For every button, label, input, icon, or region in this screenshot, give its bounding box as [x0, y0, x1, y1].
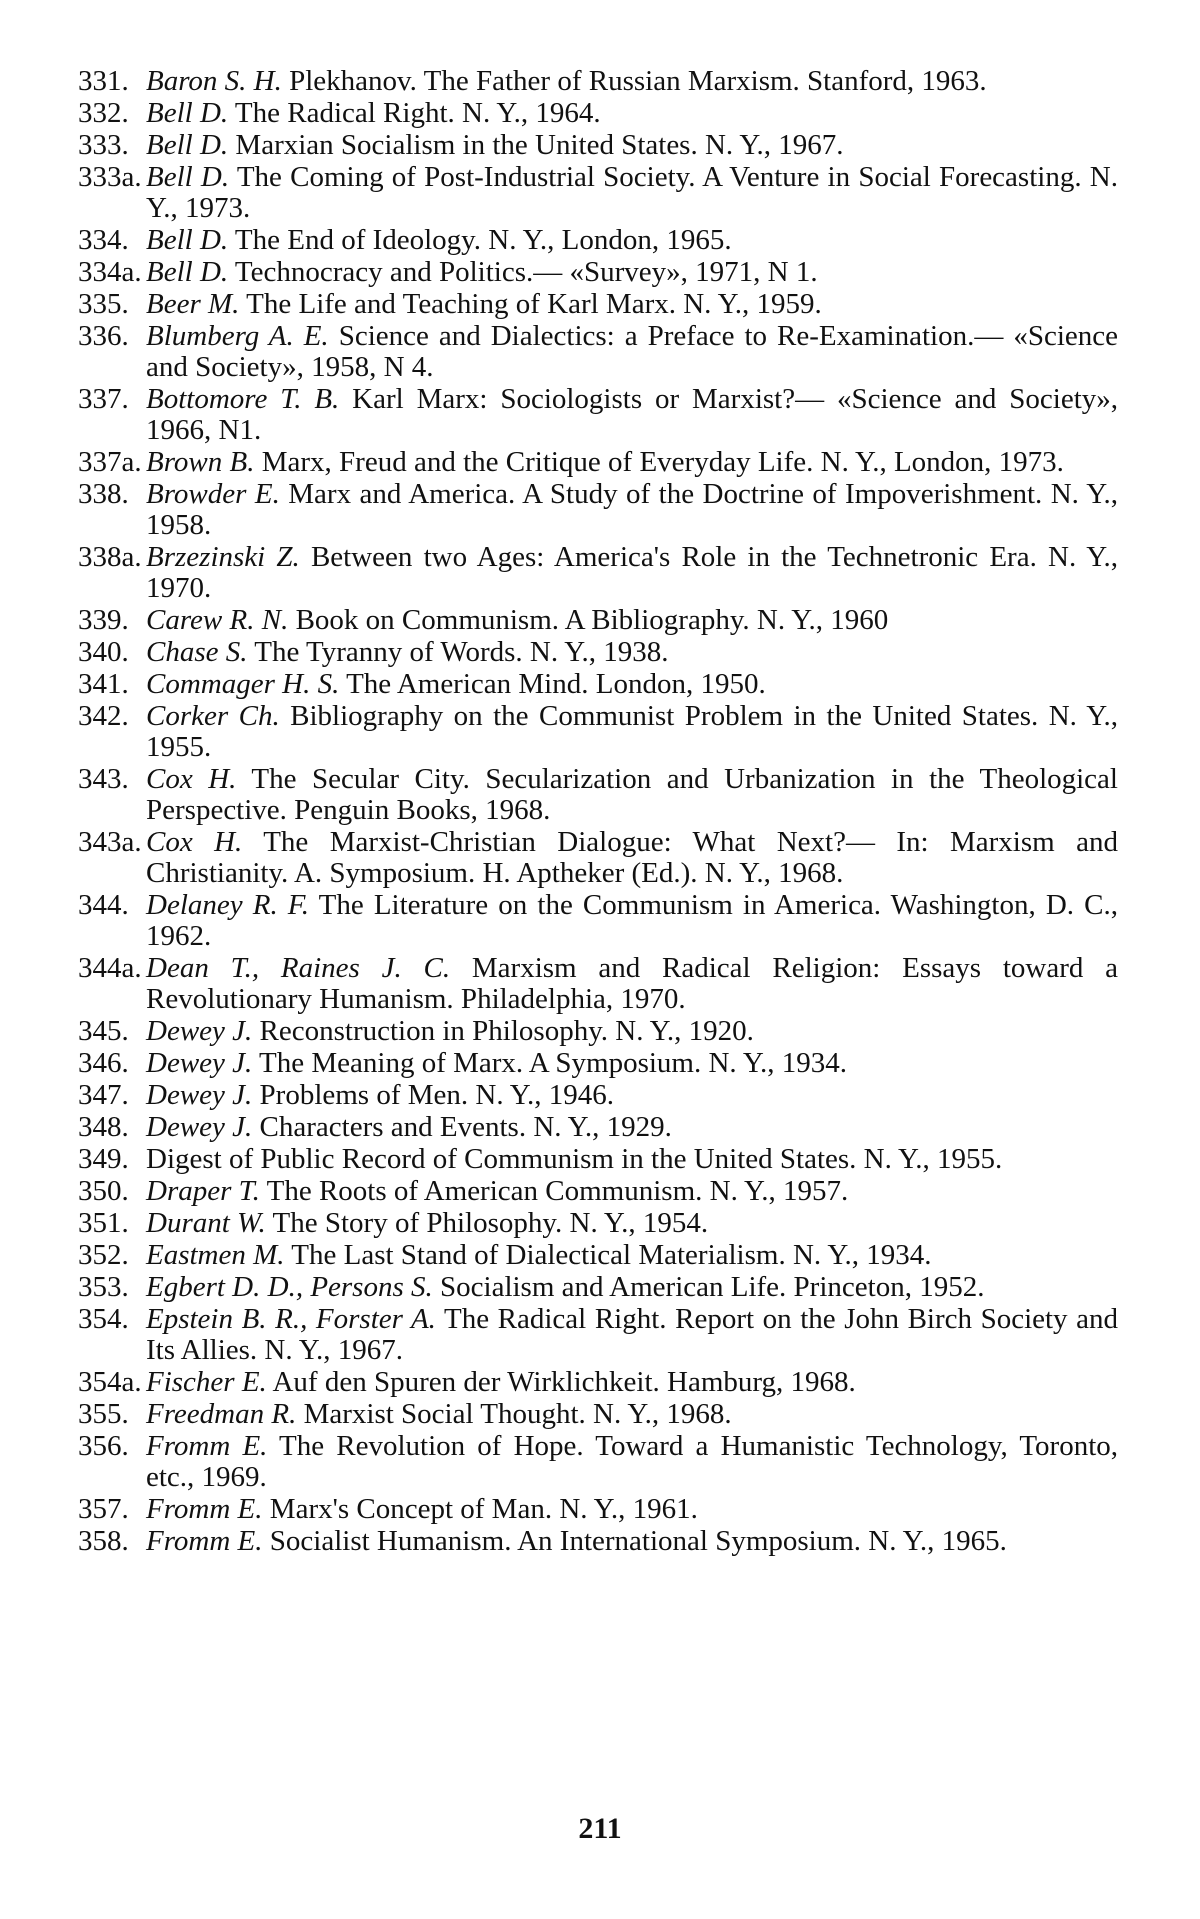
- bibliography-entry: [78, 1272, 1118, 1303]
- entry-number: 334a.: [78, 256, 142, 288]
- entry-author: Dewey J.: [146, 1111, 253, 1143]
- entry-author: Dean T., Raines J. C.: [146, 952, 451, 984]
- entry-author: Bottomore T. B.: [146, 383, 340, 415]
- entry-number: 331.: [78, 65, 129, 97]
- bibliography-entry: [78, 1526, 1118, 1557]
- entry-body: [146, 542, 1118, 604]
- entry-body: [146, 1367, 1118, 1398]
- entry-number: 355.: [78, 1398, 129, 1430]
- bibliography-entry: [78, 953, 1118, 1015]
- bibliography-entry: [78, 98, 1118, 129]
- entry-author: Corker Ch.: [146, 700, 280, 732]
- entry-number: 341.: [78, 668, 129, 700]
- bibliography-entry: [78, 1176, 1118, 1207]
- entry-author: Bell D.: [146, 224, 229, 256]
- entry-number: 337.: [78, 383, 129, 415]
- entry-body: [146, 321, 1118, 383]
- entry-author: Egbert D. D., Persons S.: [146, 1271, 433, 1303]
- bibliography-entry: [78, 1431, 1118, 1493]
- bibliography-entry: [78, 701, 1118, 763]
- entry-body: [146, 605, 1118, 636]
- entry-body: [146, 98, 1118, 129]
- entry-body: [146, 1304, 1118, 1366]
- entry-author: Blumberg A. E.: [146, 320, 329, 352]
- entry-author: Eastmen M.: [146, 1239, 285, 1271]
- entry-number: 350.: [78, 1175, 129, 1207]
- bibliography-entry: [78, 321, 1118, 383]
- entry-number: 334.: [78, 224, 129, 256]
- entry-body: [146, 1240, 1118, 1271]
- entry-number: 349.: [78, 1143, 129, 1175]
- entry-text: The Literature on the Communism in America. Washington, D. C., 1962.: [146, 889, 1118, 952]
- bibliography-entry: [78, 1208, 1118, 1239]
- entry-body: [146, 1144, 1118, 1175]
- bibliography-entry: [78, 1240, 1118, 1271]
- entry-number: 357.: [78, 1493, 129, 1525]
- bibliography-entry: [78, 1080, 1118, 1111]
- entry-text: The Marxist-Christian Dialogue: What Next?— In: Marxism and Christianity. A. Symposium. H. Aptheker (Ed.). N. Y., 1968.: [146, 826, 1118, 889]
- entry-author: Fromm E.: [146, 1525, 263, 1557]
- entry-number: 356.: [78, 1430, 129, 1462]
- entry-body: [146, 1272, 1118, 1303]
- entry-number: 353.: [78, 1271, 129, 1303]
- entry-text: Marx's Concept of Man. N. Y., 1961.: [269, 1493, 698, 1525]
- entry-number: 346.: [78, 1047, 129, 1079]
- entry-text: The Radical Right. N. Y., 1964.: [234, 97, 601, 129]
- entry-author: Chase S.: [146, 636, 248, 668]
- entry-author: Fromm E.: [146, 1493, 263, 1525]
- entry-text: Reconstruction in Philosophy. N. Y., 1920.: [259, 1015, 754, 1047]
- bibliography-entry: [78, 1399, 1118, 1430]
- entry-author: Dewey J.: [146, 1079, 253, 1111]
- entry-body: [146, 827, 1118, 889]
- bibliography-entry: [78, 1112, 1118, 1143]
- bibliography-entry: [78, 890, 1118, 952]
- bibliography-entry: [78, 1367, 1118, 1398]
- entry-body: [146, 479, 1118, 541]
- entry-body: [146, 1208, 1118, 1239]
- bibliography-entry: [78, 1494, 1118, 1525]
- entry-body: [146, 130, 1118, 161]
- bibliography-entry: [78, 605, 1118, 636]
- entry-number: 347.: [78, 1079, 129, 1111]
- entry-number: 338.: [78, 478, 129, 510]
- entry-body: [146, 289, 1118, 320]
- entry-text: Technocracy and Politics.— «Survey», 1971, N 1.: [234, 256, 818, 288]
- entry-number: 352.: [78, 1239, 129, 1271]
- bibliography-entry: [78, 66, 1118, 97]
- entry-text: The Tyranny of Words. N. Y., 1938.: [254, 636, 669, 668]
- entry-text: The Revolution of Hope. Toward a Humanistic Technology, Toronto, etc., 1969.: [146, 1430, 1118, 1493]
- entry-body: [146, 701, 1118, 763]
- entry-body: [146, 447, 1118, 478]
- entry-text: Book on Communism. A Bibliography. N. Y., 1960: [295, 604, 889, 636]
- entry-text: The Coming of Post-Industrial Society. A Venture in Social Forecasting. N. Y., 1973.: [146, 161, 1118, 224]
- bibliography-entry: [78, 1304, 1118, 1366]
- entry-body: [146, 669, 1118, 700]
- entry-text: The Last Stand of Dialectical Materialism. N. Y., 1934.: [291, 1239, 932, 1271]
- entry-number: 344.: [78, 889, 129, 921]
- entry-text: Socialist Humanism. An International Symposium. N. Y., 1965.: [269, 1525, 1007, 1557]
- entry-body: [146, 162, 1118, 224]
- entry-author: Dewey J.: [146, 1015, 253, 1047]
- entry-number: 333.: [78, 129, 129, 161]
- entry-text: Socialism and American Life. Princeton, 1952.: [440, 1271, 985, 1303]
- entry-body: [146, 384, 1118, 446]
- entry-number: 342.: [78, 700, 129, 732]
- entry-body: [146, 953, 1118, 1015]
- bibliography-entry: [78, 162, 1118, 224]
- bibliography-entry: [78, 384, 1118, 446]
- entry-number: 343a.: [78, 826, 142, 858]
- entry-body: [146, 1526, 1118, 1557]
- entry-author: Durant W.: [146, 1207, 266, 1239]
- bibliography-entry: [78, 257, 1118, 288]
- entry-body: [146, 1112, 1118, 1143]
- entry-number: 348.: [78, 1111, 129, 1143]
- entry-author: Epstein B. R., Forster A.: [146, 1303, 436, 1335]
- entry-author: Bell D.: [146, 129, 229, 161]
- bibliography-entry: [78, 289, 1118, 320]
- bibliography-entry: [78, 1144, 1118, 1175]
- entry-author: Dewey J.: [146, 1047, 253, 1079]
- bibliography-entry: [78, 130, 1118, 161]
- entry-number: 358.: [78, 1525, 129, 1557]
- entry-author: Cox H.: [146, 763, 237, 795]
- entry-number: 336.: [78, 320, 129, 352]
- entry-author: Commager H. S.: [146, 668, 340, 700]
- bibliography-entry: [78, 827, 1118, 889]
- entry-author: Fischer E.: [146, 1366, 267, 1398]
- entry-text: Between two Ages: America's Role in the Technetronic Era. N. Y., 1970.: [146, 541, 1119, 604]
- entry-author: Baron S. H.: [146, 65, 282, 97]
- bibliography-entry: [78, 669, 1118, 700]
- entry-author: Bell D.: [146, 256, 229, 288]
- entry-text: The End of Ideology. N. Y., London, 1965.: [234, 224, 732, 256]
- entry-body: [146, 637, 1118, 668]
- entry-author: Brown B.: [146, 446, 255, 478]
- bibliography-list: [78, 66, 1118, 1558]
- entry-text: Marx and America. A Study of the Doctrine of Impoverishment. N. Y., 1958.: [146, 478, 1119, 541]
- entry-number: 351.: [78, 1207, 129, 1239]
- entry-body: [146, 1080, 1118, 1111]
- entry-author: Bell D.: [146, 161, 230, 193]
- entry-number: 335.: [78, 288, 129, 320]
- entry-text: Marx, Freud and the Critique of Everyday Life. N. Y., London, 1973.: [261, 446, 1064, 478]
- entry-text: The Life and Teaching of Karl Marx. N. Y., 1959.: [246, 288, 822, 320]
- entry-text: Karl Marx: Sociologists or Marxist?— «Science and Society», 1966, N1.: [146, 383, 1118, 446]
- entry-number: 338a.: [78, 541, 142, 573]
- entry-body: [146, 890, 1118, 952]
- bibliography-entry: [78, 1016, 1118, 1047]
- entry-text: The Meaning of Marx. A Symposium. N. Y., 1934.: [259, 1047, 848, 1079]
- entry-number: 333a.: [78, 161, 142, 193]
- entry-body: [146, 1048, 1118, 1079]
- entry-author: Fromm E.: [146, 1430, 268, 1462]
- entry-body: [146, 764, 1118, 826]
- entry-number: 345.: [78, 1015, 129, 1047]
- entry-author: Brzezinski Z.: [146, 541, 300, 573]
- entry-body: [146, 225, 1118, 256]
- bibliography-entry: [78, 542, 1118, 604]
- page-number: 211: [578, 1812, 622, 1845]
- entry-text: Problems of Men. N. Y., 1946.: [259, 1079, 614, 1111]
- entry-number: 354.: [78, 1303, 129, 1335]
- entry-body: [146, 1431, 1118, 1493]
- entry-text: Marxism and Radical Religion: Essays toward a Revolutionary Humanism. Philadelphia, 1970.: [146, 952, 1119, 1015]
- bibliography-entry: [78, 447, 1118, 478]
- entry-text: Marxist Social Thought. N. Y., 1968.: [303, 1398, 732, 1430]
- entry-body: [146, 1399, 1118, 1430]
- entry-text: Marxian Socialism in the United States. N. Y., 1967.: [235, 129, 844, 161]
- entry-text: The Story of Philosophy. N. Y., 1954.: [272, 1207, 709, 1239]
- bibliography-entry: [78, 479, 1118, 541]
- entry-number: 354a.: [78, 1366, 142, 1398]
- entry-body: [146, 66, 1118, 97]
- entry-author: Freedman R.: [146, 1398, 297, 1430]
- entry-author: Beer M.: [146, 288, 240, 320]
- bibliography-entry: [78, 637, 1118, 668]
- entry-text: Plekhanov. The Father of Russian Marxism. Stanford, 1963.: [289, 65, 987, 97]
- entry-number: 343.: [78, 763, 129, 795]
- entry-text: Science and Dialectics: a Preface to Re-Examination.— «Science and Society», 1958, N 4.: [146, 320, 1119, 383]
- bibliography-entry: [78, 1048, 1118, 1079]
- entry-author: Draper T.: [146, 1175, 260, 1207]
- entry-body: [146, 1494, 1118, 1525]
- entry-author: Browder E.: [146, 478, 280, 510]
- entry-number: 339.: [78, 604, 129, 636]
- entry-text: The Radical Right. Report on the John Birch Society and Its Allies. N. Y., 1967.: [146, 1303, 1119, 1366]
- entry-number: 337a.: [78, 446, 142, 478]
- entry-body: [146, 1176, 1118, 1207]
- bibliography-entry: [78, 764, 1118, 826]
- entry-text: The Secular City. Secularization and Urbanization in the Theological Perspective. Penguin Books, 1968.: [146, 763, 1118, 826]
- entry-number: 332.: [78, 97, 129, 129]
- entry-text: The Roots of American Communism. N. Y., 1957.: [266, 1175, 849, 1207]
- bibliography-entry: [78, 225, 1118, 256]
- entry-text: Auf den Spuren der Wirklichkeit. Hamburg, 1968.: [272, 1366, 856, 1398]
- entry-body: [146, 257, 1118, 288]
- entry-author: Cox H.: [146, 826, 243, 858]
- entry-author: Bell D.: [146, 97, 229, 129]
- entry-body: [146, 1016, 1118, 1047]
- entry-text: Bibliography on the Communist Problem in the United States. N. Y., 1955.: [146, 700, 1119, 763]
- entry-number: 340.: [78, 636, 129, 668]
- entry-number: 344a.: [78, 952, 142, 984]
- entry-author: Carew R. N.: [146, 604, 289, 636]
- entry-text: Digest of Public Record of Communism in the United States. N. Y., 1955.: [146, 1143, 1003, 1175]
- entry-text: Characters and Events. N. Y., 1929.: [259, 1111, 672, 1143]
- entry-text: The American Mind. London, 1950.: [346, 668, 766, 700]
- entry-author: Delaney R. F.: [146, 889, 310, 921]
